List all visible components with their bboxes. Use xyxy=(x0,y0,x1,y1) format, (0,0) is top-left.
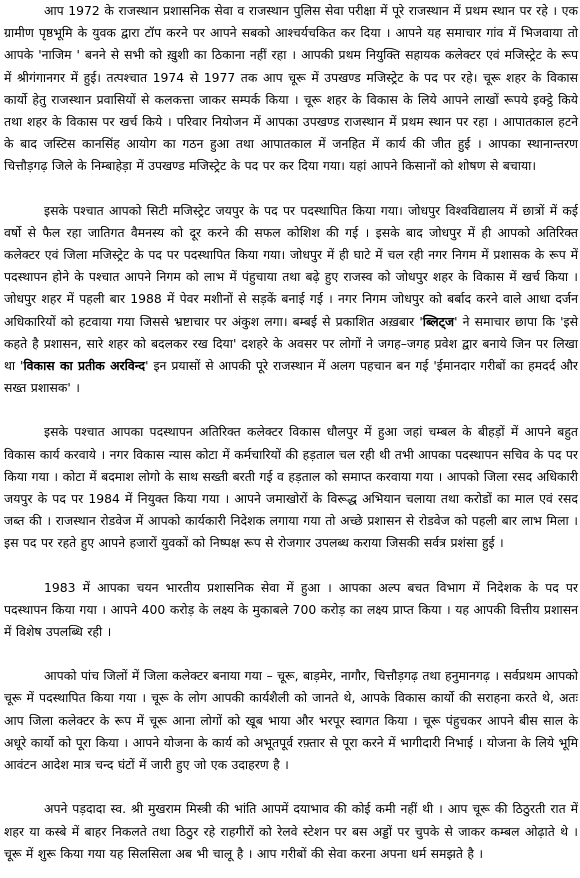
paragraph-text: इसके पश्चात आपको सिटी मजिस्ट्रेट जयपुर के पद पर पदस्थापित किया गया। जोधपुर विश्वविद्यालय में छात्रों में कई वर्षो से फैल रहा जातिगत वैमनस्य को दूर करने की सफल कोशिश की गई । इसके बाद जोधपुर में ही आपको अतिरिक्त कलेक्टर एवं जिला मजिस्ट्रेट के पद पर पदस्थापित किया गया। जोधपुर में ही घाटे में चल रही नगर निगम में प्रशासक के रूप में पदस्थापन होने के पश्चात आपने निगम को लाभ में पंहुचाया तथा बढ़े हुए राजस्व को जोधपुर शहर के विकास में खर्च किया । जोधपुर शहर में पहली बार 1988 में पेवर मशीनों से सड़कें बनाई गई । नगर निगम जोधपुर को बर्बाद करने वाले आधा दर्जन अधिकारियों को हटवाया गया जिससे भ्रष्टाचार पर अंकुश लगा। बम्बई से प्रकाशित अख़बार ' xyxy=(4,202,578,329)
paragraph-dholpur-kota xyxy=(4,421,578,554)
paragraph-text: इसके पश्चात आपका पदस्थापन अतिरिक्त कलेक्टर विकास धौलपुर में हुआ जहां चम्बल के बीहड़ों में आपने बहुत विकास कार्य करवाये । नगर विकास न्यास कोटा में कर्मचारियों की हड़ताल चल रही थी तभी आपका पदस्थापन सचिव के पद पर किया गया । कोटा में बदमाश लोगो के साथ सख्ती बरती गई व हड़ताल को समाप्त करवाया गया । आपको जिला रसद अधिकारी जयपुर के पद पर 1984 में नियुक्त किया गया । आपने जमाखोरों के विरूद्ध अभियान चलाया तथा करोडों का माल एवं रसद जब्त की । राजस्थान रोडवेज में आपको कार्यकारी निदेशक लगाया गया तो अच्छे प्रशासन से रोडवेज को पहली बार लाभ मिला । इस पद पर रहते हुए आपने हजारों युवकों को निष्पक्ष रूप से रोजगार उपलब्ध कराया जिसकी सर्वत्र प्रशंसा हुई । xyxy=(4,424,578,551)
paragraph-text: 1983 में आपका चयन भारतीय प्रशासनिक सेवा में हुआ । आपका अल्प बचत विभाग में निदेशक के पद पर पदस्थापन किया गया । आपने 400 करोड़ के लक्ष्य के मुकाबले 700 करोड़ का लक्ष्य प्राप्त किया । यह आपकी वित्तीय प्रशासन में विशेष उपलब्धि रही । xyxy=(4,579,578,640)
paragraph-text: आप 1972 के राजस्थान प्रशासनिक सेवा व राजस्थान पुलिस सेवा परीक्षा में पूरे राजस्थान में प्रथम स्थान पर रहे । एक ग्रामीण पृष्ठभूमि के युवक द्वारा टॉप करने पर आपने सबको आश्चर्यचकित कर दिया । आपने यह समाचार गांव में भिजवाया तो आपके 'नाजिम ' बनने से सभी को ख़ुशी का ठिकाना नहीं रहा । आपकी प्रथम नियुक्ति सहायक कलेक्टर एवं मजिस्ट्रेट के रूप में श्रीगंगानगर में हुई। तत्पश्चात 1974 से 1977 तक आप चूरू में उपखण्ड मजिस्ट्रेट के पद पर रहे। चूरू शहर के विकास कार्यो हेतु राजस्थान प्रवासियों से कलकत्ता जाकर सम्पर्क किया । चूरू शहर के विकास के लिये आपने लाखों रूपये इक्ट्ठे किये तथा शहर के विकास पर खर्च किये । परिवार नियोजन में आपका उपखण्ड राजस्थान में प्रथम स्थान पर रहा । आपातकाल हटने के बाद जस्टिस कानसिंह आयोग का गठन हुआ तथा आपातकाल में जनहित में कार्य की जीत हुई । आपका स्थानान्तरण चित्तौड़गढ़ जिले के निम्बाहेड़ा में उपखण्ड मजिस्ट्रेट के पद पर कर दिया गया। यहां आपने किसानों को शोषण से बचाया। xyxy=(4,3,578,174)
newspaper-name: ब्लिट्ज xyxy=(422,313,455,329)
paragraph-district-collector xyxy=(4,665,578,776)
paragraph-city-magistrate xyxy=(4,200,578,400)
banner-slogan: विकास का प्रतीक अरविन्द xyxy=(23,358,146,374)
paragraph-ras-career xyxy=(4,0,578,178)
paragraph-ias-selection xyxy=(4,577,578,644)
paragraph-compassion xyxy=(4,798,578,865)
paragraph-text: ' ने समाचार छापा कि 'इसे कहते है प्रशासन, सारे शहर को बदलकर रख दिया' दशहरे के अवसर पर लोगों ने जगह–जगह प्रवेश द्वार बनाये जिन पर लिखा था ' xyxy=(4,313,578,374)
paragraph-text: ' इन प्रयासों से आपकी पूरे राजस्थान में अलग पहचान बन गई 'ईमानदार गरीबों का हमदर्द और सख्त प्रशासक' । xyxy=(4,358,578,396)
paragraph-text: अपने पड़दादा स्व. श्री मुखराम मिस्त्री की भांति आपमें दयाभाव की कोई कमी नहीं थी । आप चूरू की ठिठुरती रात में शहर या कस्बे में बाहर निकलते तथा ठिठुर रहे राहगीरों को रेलवे स्टेशन पर बस अड्डों पर चुपके से जाकर कम्बल ओढ़ाते थे । चूरू में शुरू किया गया यह सिलसिला अब भी चालू है । आप गरीबों की सेवा करना अपना धर्म समझते है । xyxy=(4,801,578,861)
paragraph-text: आपको पांच जिलों में जिला कलेक्टर बनाया गया – चूरू, बाड़मेर, नागौर, चित्तौड़गढ़ तथा हनुमानगढ़ । सर्वप्रथम आपको चूरू में पदस्थापित किया गया । चूरू के लोग आपकी कार्यशैली को जानते थे, आपके विकास कार्यो की सराहना करते थे, अतः आप जिला कलेक्टर के रूप में चूरू आना लोगों को खूब भाया और भरपूर स्वागत किया । चूरू पंहुचकर आपने बीस साल के अधूरे कार्यो को पूरा किया । आपने योजना के कार्य को अभूतपूर्व रफ़्तार से पूरा करने में भागीदारी निभाई । योजना के लिये भूमि आवंटन आदेश मात्र चन्द घंटों में जारी हुए जो एक उदाहरण है । xyxy=(4,668,578,773)
